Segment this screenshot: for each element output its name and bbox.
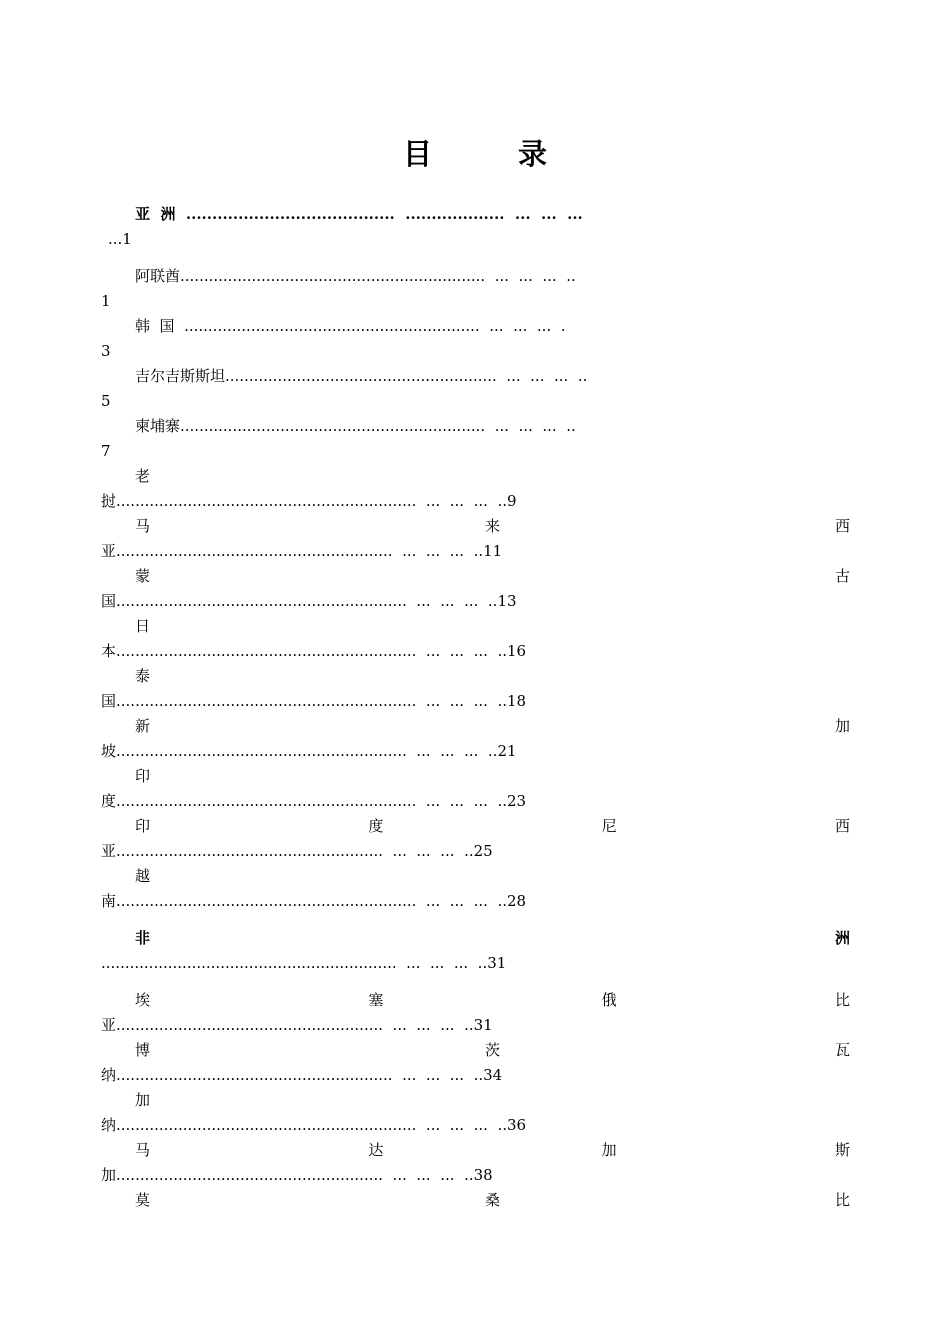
toc-char: 古: [834, 567, 850, 585]
toc-entry-mongolia-line2: 国............................................................. ... ... ... ..13: [101, 592, 517, 610]
toc-char: 尼: [601, 817, 617, 835]
toc-char: 加: [834, 717, 850, 735]
toc-entry-ethiopia-line1[interactable]: [135, 991, 850, 1009]
toc-entry-malaysia-line1[interactable]: [135, 517, 850, 535]
toc-entry-cambodia-page: 7: [101, 442, 111, 460]
toc-entry-kyrgyzstan-page: 5: [101, 392, 111, 410]
toc-entry-indonesia-line2: 亚........................................................ ... ... ... ..25: [101, 842, 493, 860]
toc-entry-madagascar-line2: 加........................................................ ... ... ... ..38: [101, 1166, 493, 1184]
toc-char: 西: [834, 817, 850, 835]
toc-entry-ghana-line2: 纳............................................................... ... ... ... ..36: [101, 1116, 527, 1134]
toc-char: 比: [834, 1191, 850, 1209]
toc-char: 马: [135, 1141, 151, 1159]
toc-char: 埃: [135, 991, 151, 1009]
toc-entry-japan-line2: 本............................................................... ... ... ... ..16: [101, 642, 527, 660]
toc-entry-india-line1[interactable]: 印: [135, 767, 151, 785]
toc-entry-botswana-line1[interactable]: [135, 1041, 850, 1059]
toc-char: 蒙: [135, 567, 151, 585]
toc-entry-mozambique-line1[interactable]: [135, 1191, 850, 1209]
toc-char: 茨: [484, 1041, 500, 1059]
toc-entry-singapore-line1[interactable]: [135, 717, 850, 735]
toc-entry-korea-page: 3: [101, 342, 111, 360]
toc-entry-vietnam-line2: 南............................................................... ... ... ... ..28: [101, 892, 527, 910]
toc-char: 比: [834, 991, 850, 1009]
toc-entry-japan-line1[interactable]: 日: [135, 617, 151, 635]
toc-entry-cambodia-line1[interactable]: 柬埔寨................................................................ ... ... ... ..: [135, 417, 576, 435]
toc-entry-singapore-line2: 坡............................................................. ... ... ... ..21: [101, 742, 517, 760]
toc-char: 博: [135, 1041, 151, 1059]
toc-entry-thailand-line2: 国............................................................... ... ... ... ..18: [101, 692, 527, 710]
toc-entry-uae-line1[interactable]: 阿联酋................................................................ ... ... ... ..: [135, 267, 576, 285]
toc-entry-madagascar-line1[interactable]: [135, 1141, 850, 1159]
toc-char: 印: [135, 817, 151, 835]
toc-entry-thailand-line1[interactable]: 泰: [135, 667, 151, 685]
toc-char: 洲: [834, 929, 850, 947]
toc-entry-africa-line1[interactable]: [135, 929, 850, 947]
page-title: 目 录: [402, 137, 586, 171]
toc-char: 马: [135, 517, 151, 535]
toc-entry-uae-page: 1: [101, 292, 111, 310]
toc-char: 斯: [834, 1141, 850, 1159]
toc-entry-ethiopia-line2: 亚........................................................ ... ... ... ..31: [101, 1016, 493, 1034]
toc-entry-africa-line2: .............................................................. ... ... ... ..31: [101, 954, 507, 972]
toc-entry-mongolia-line1[interactable]: [135, 567, 850, 585]
toc-entry-asia-line1[interactable]: 亚 洲 ........................................ ................... ... ... ...: [135, 205, 583, 223]
toc-entry-vietnam-line1[interactable]: 越: [135, 867, 151, 885]
toc-entry-asia-page: ...1: [108, 230, 132, 248]
toc-entry-laos-line2: 挝............................................................... ... ... ... ..9: [101, 492, 517, 510]
toc-char: 桑: [484, 1191, 500, 1209]
toc-entry-indonesia-line1[interactable]: [135, 817, 850, 835]
toc-entry-ghana-line1[interactable]: 加: [135, 1091, 151, 1109]
toc-entry-laos-line1[interactable]: 老: [135, 467, 151, 485]
toc-entry-malaysia-line2: 亚.......................................................... ... ... ... ..11: [101, 542, 503, 560]
toc-char: 加: [601, 1141, 617, 1159]
toc-entry-korea-line1[interactable]: 韩 国 .............................................................. ... ... ... .: [135, 317, 566, 335]
toc-char: 达: [368, 1141, 384, 1159]
toc-char: 莫: [135, 1191, 151, 1209]
toc-char: 瓦: [834, 1041, 850, 1059]
toc-entry-kyrgyzstan-line1[interactable]: 吉尔吉斯斯坦......................................................... ... ... ... ..: [135, 367, 588, 385]
toc-char: 西: [834, 517, 850, 535]
toc-char: 塞: [368, 991, 384, 1009]
toc-char: 俄: [601, 991, 617, 1009]
toc-char: 新: [135, 717, 151, 735]
toc-entry-botswana-line2: 纳.......................................................... ... ... ... ..34: [101, 1066, 503, 1084]
toc-entry-india-line2: 度............................................................... ... ... ... ..23: [101, 792, 527, 810]
toc-char: 来: [484, 517, 500, 535]
toc-char: 度: [368, 817, 384, 835]
toc-char: 非: [135, 929, 151, 947]
